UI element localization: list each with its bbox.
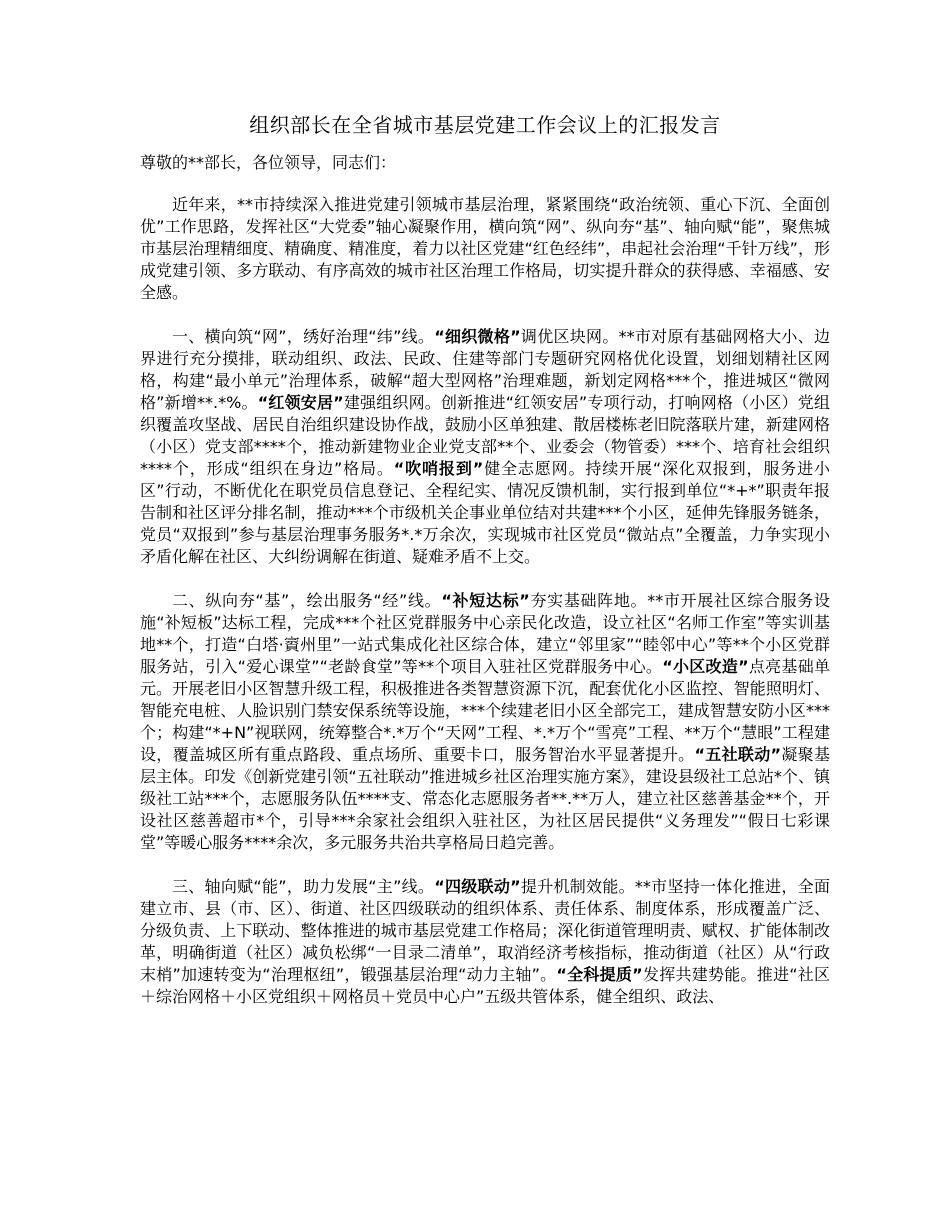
section-1-subheading-2: “红领安居” [257, 393, 344, 412]
intro-text: 近年来，**市持续深入推进党建引领城市基层治理，紧紧围绕“政治统领、重心下沉、全面创优”工作思路，发挥社区“大党委”轴心凝聚作用，横向筑“网”、纵向夯“基”、轴向赋“能”，聚焦城市基层治理精细度、精确度、精准度，着力以社区党建“红色经纬”，串起社会治理“千针万线”，形成党建引领、多方联动、有序高效的城市社区治理工作格局，切实提升群众的获得感、幸福感、安全感。 [140, 195, 830, 302]
section-1-text-2: 建强组织网。创新推进“红领安居”专项行动，打响网格（小区）党组织覆盖攻坚战、居民自治组织建设协作战，鼓励小区单独建、散居楼栋老旧院落联片建，新建网格（小区）党支部****个，推动新建物业企业党支部**个、业委会（物管委）***个、培育社会组织****个，形成“组织在身边”格局。 [140, 393, 830, 478]
document-title: 组织部长在全省城市基层党建工作会议上的汇报发言 [249, 113, 721, 137]
section-2-subheading-2: “小区改造” [662, 657, 749, 676]
salutation: 尊敬的**部长，各位领导，同志们： [140, 153, 397, 172]
section-3-paragraph [140, 876, 830, 1008]
section-1-heading: 一、横向筑“网”，绣好治理“纬”线。 [172, 327, 435, 346]
section-2-text-1: 夯实基础阵地。**市开展社区综合服务设施“补短板”达标工程，完成***个社区党群服务中心亲民化改造，设立社区“名师工作室”等实训基地**个，打造“白塔·賨州里”一站式集成化社区综合体，建立“邻里家”“睦邻中心”等**个小区党群服务站，引入“爱心课堂”“老龄食堂”等**个项目入驻社区党群服务中心。 [140, 591, 830, 676]
section-1-subheading-3: “吹哨报到” [393, 459, 484, 478]
section-2-text-3: 凝聚基层主体。印发《创新党建引领“五社联动”推进城乡社区治理实施方案》，建设县级社工总站*个、镇级社工站***个，志愿服务队伍****支、常态化志愿服务者**.**万人，建立社区慈善基金**个，开设社区慈善超市*个，引导***余家社会组织入驻社区，为社区居民提供“义务理发”“假日七彩课堂”等暖心服务****余次，多元服务共治共享格局日趋完善。 [140, 745, 830, 852]
section-3-subheading-1: “四级联动” [434, 877, 521, 896]
section-3-text-1: 提升机制效能。**市坚持一体化推进，全面建立市、县（市、区）、街道、社区四级联动的组织体系、责任体系、制度体系，形成覆盖广泛、分级负责、上下联动、整体推进的城市基层党建工作格局；深化街道管理明责、赋权、扩能体制改革，明确街道（社区）减负松绑“一目录二清单”，取消经济考核指标，推动街道（社区）从“行政末梢”加速转变为“治理枢纽”，锻强基层治理“动力主轴”。 [140, 877, 830, 984]
section-1-text-1: 调优区块网。**市对原有基础网格大小、边界进行充分摸排，联动组织、政法、民政、住建等部门专题研究网格优化设置，划细划精社区网格，构建“最小单元”治理体系，破解“超大型网格”治理难题，新划定网格***个，推进城区“微网格”新增**.*%。 [140, 327, 830, 412]
section-3-subheading-2: “全科提质” [556, 965, 643, 984]
section-2-paragraph [140, 590, 830, 854]
section-2-text-2: 点亮基础单元。开展老旧小区智慧升级工程，积极推进各类智慧资源下沉，配套优化小区监控、智能照明灯、智能充电桩、人脸识别门禁安保系统等设施，***个续建老旧小区全部完工，建成智慧安防小区***个；构建“*+N”视联网，统筹整合*.*万个“天网”工程、*.*万个“雪亮”工程、**万个“慧眼”工程建设，覆盖城区所有重点路段、重点场所、重要卡口，服务智治水平显著提升。 [140, 657, 830, 764]
section-2-heading: 二、纵向夯“基”，绘出服务“经”线。 [172, 591, 442, 610]
section-2-subheading-1: “补短达标” [441, 591, 530, 610]
section-3-text-2: 发挥共建势能。推进“社区＋综治网格＋小区党组织＋网格员＋党员中心户”五级共管体系，健全组织、政法、 [140, 965, 830, 1006]
section-1-text-3: 健全志愿网。持续开展“深化双报到，服务进小区”行动，不断优化在职党员信息登记、全程纪实、情况反馈机制，实行报到单位“*+*”职责年报告制和社区评分排名制，推动***个市级机关企事业单位结对共建***个小区，延伸先锋服务链条，党员“双报到”参与基层治理事务服务*.*万余次，实现城市社区党员“微站点”全覆盖，力争实现小矛盾化解在社区、大纠纷调解在街道、疑难矛盾不上交。 [140, 459, 830, 566]
section-3-heading: 三、轴向赋“能”，助力发展“主”线。 [172, 877, 435, 896]
intro-paragraph [140, 194, 830, 304]
section-1-paragraph [140, 326, 830, 568]
section-2-subheading-3: “五社联动” [694, 745, 782, 764]
section-1-subheading-1: “细织微格” [434, 327, 521, 346]
